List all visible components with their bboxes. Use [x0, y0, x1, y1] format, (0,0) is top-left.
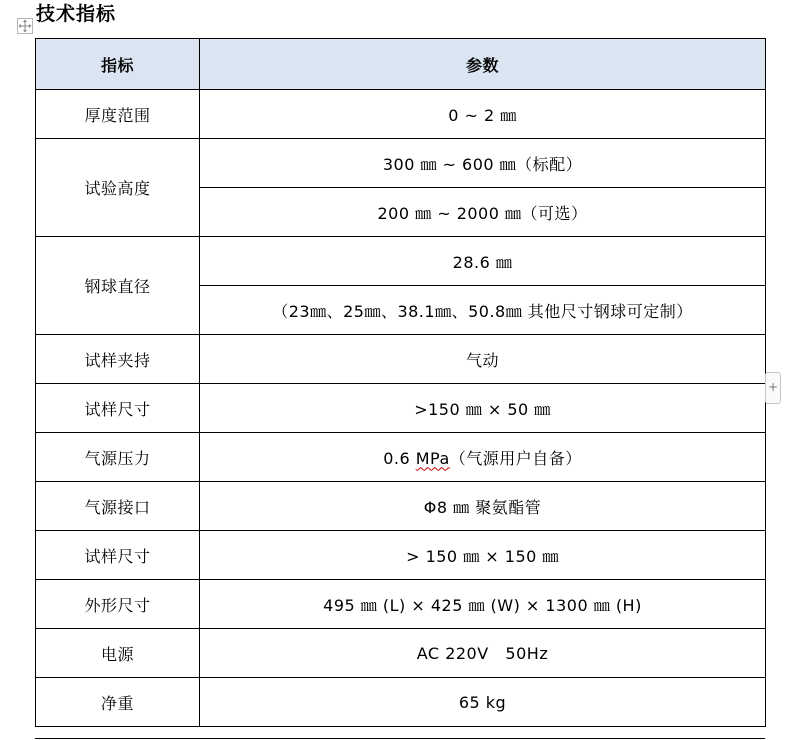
label-ball-diameter: 钢球直径 [36, 237, 200, 335]
table-row-net-weight [36, 678, 766, 727]
value-sample-size-1: >150 ㎜ × 50 ㎜ [200, 384, 766, 433]
table-row-ball-diameter [36, 237, 766, 286]
table-row-thickness [36, 90, 766, 139]
label-sample-size-2: 试样尺寸 [36, 531, 200, 580]
table-bottom-rule [35, 738, 765, 739]
value-air-pressure-unit: MPa [415, 448, 450, 468]
label-air-pressure: 气源压力 [36, 433, 200, 482]
value-ball-diameter: 28.6 ㎜ [200, 237, 766, 286]
table-row-dimensions [36, 580, 766, 629]
header-param: 参数 [200, 39, 766, 90]
label-drop-height: 试验高度 [36, 139, 200, 237]
label-power: 电源 [36, 629, 200, 678]
value-air-pressure-suffix: （气源用户自备） [449, 448, 582, 468]
value-sample-size-2: > 150 ㎜ × 150 ㎜ [200, 531, 766, 580]
spec-table [35, 38, 766, 727]
label-clamping: 试样夹持 [36, 335, 200, 384]
table-header-row [36, 39, 766, 90]
value-drop-height-standard: 300 ㎜ ~ 600 ㎜（标配） [200, 139, 766, 188]
header-metric: 指标 [36, 39, 200, 90]
label-net-weight: 净重 [36, 678, 200, 727]
table-row-drop-height [36, 139, 766, 188]
value-air-pressure-prefix: 0.6 [383, 448, 416, 468]
label-air-connector: 气源接口 [36, 482, 200, 531]
value-power: AC 220V 50Hz [200, 629, 766, 678]
value-clamping: 气动 [200, 335, 766, 384]
label-dimensions: 外形尺寸 [36, 580, 200, 629]
table-move-handle-icon[interactable] [17, 18, 33, 34]
label-sample-size-1: 试样尺寸 [36, 384, 200, 433]
label-thickness: 厚度范围 [36, 90, 200, 139]
table-row-sample-size-2 [36, 531, 766, 580]
value-drop-height-optional: 200 ㎜ ~ 2000 ㎜（可选） [200, 188, 766, 237]
value-thickness: 0 ~ 2 ㎜ [200, 90, 766, 139]
table-row-sample-size-1 [36, 384, 766, 433]
value-dimensions: 495 ㎜ (L) × 425 ㎜ (W) × 1300 ㎜ (H) [200, 580, 766, 629]
document-title: 技术指标 [36, 3, 117, 25]
table-row-air-connector [36, 482, 766, 531]
value-air-pressure [200, 433, 766, 482]
table-row-air-pressure [36, 433, 766, 482]
table-row-power [36, 629, 766, 678]
value-net-weight: 65 kg [200, 678, 766, 727]
table-row-clamping [36, 335, 766, 384]
add-row-button[interactable]: + [765, 372, 781, 404]
value-air-connector: Φ8 ㎜ 聚氨酯管 [200, 482, 766, 531]
value-ball-diameter-custom: （23㎜、25㎜、38.1㎜、50.8㎜ 其他尺寸钢球可定制） [200, 286, 766, 335]
